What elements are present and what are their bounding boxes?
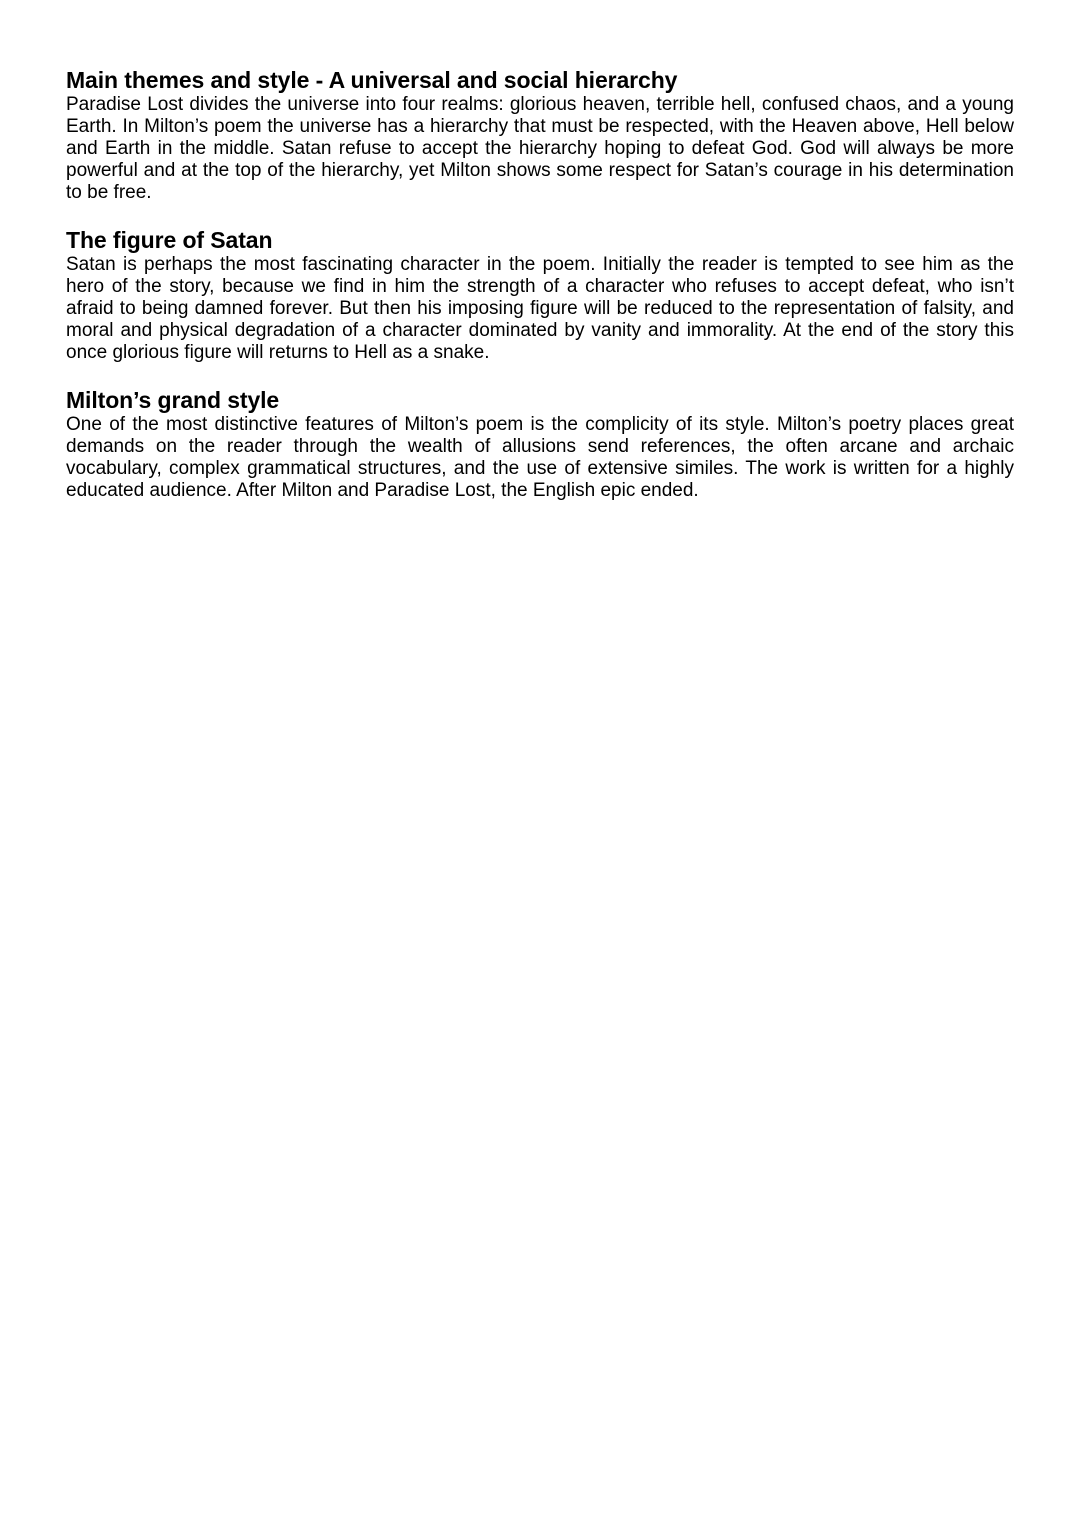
section-body: Satan is perhaps the most fascinating character in the poem. Initially the reader is tempted to see him as the hero of the story, because we find in him the strength of a character who refuses to accept defeat, who isn’t afraid to being damned forever. But then his imposing figure will be reduced to the representation of falsity, and moral and physical degradation of a character dominated by vanity and immorality. At the end of the story this once glorious figure will returns to Hell as a snake. xyxy=(66,254,1014,363)
section-grand-style xyxy=(66,386,1014,502)
section-satan xyxy=(66,226,1014,364)
section-hierarchy xyxy=(66,66,1014,204)
document-page xyxy=(66,66,1014,524)
section-body: Paradise Lost divides the universe into four realms: glorious heaven, terrible hell, confused chaos, and a young Earth. In Milton’s poem the universe has a hierarchy that must be respected, with the Heaven above, Hell below and Earth in the middle. Satan refuse to accept the hierarchy hoping to defeat God. God will always be more powerful and at the top of the hierarchy, yet Milton shows some respect for Satan’s courage in his determination to be free. xyxy=(66,94,1014,203)
section-title: The figure of Satan xyxy=(66,227,273,253)
section-body: One of the most distinctive features of Milton’s poem is the complicity of its style. Milton’s poetry places great demands on the reader through the wealth of allusions send references, the often arcane and archaic vocabulary, complex grammatical structures, and the use of extensive similes. The work is written for a highly educated audience. After Milton and Paradise Lost, the English epic ended. xyxy=(66,414,1014,501)
section-title: Milton’s grand style xyxy=(66,387,280,413)
section-title: Main themes and style - A universal and social hierarchy xyxy=(66,67,678,93)
